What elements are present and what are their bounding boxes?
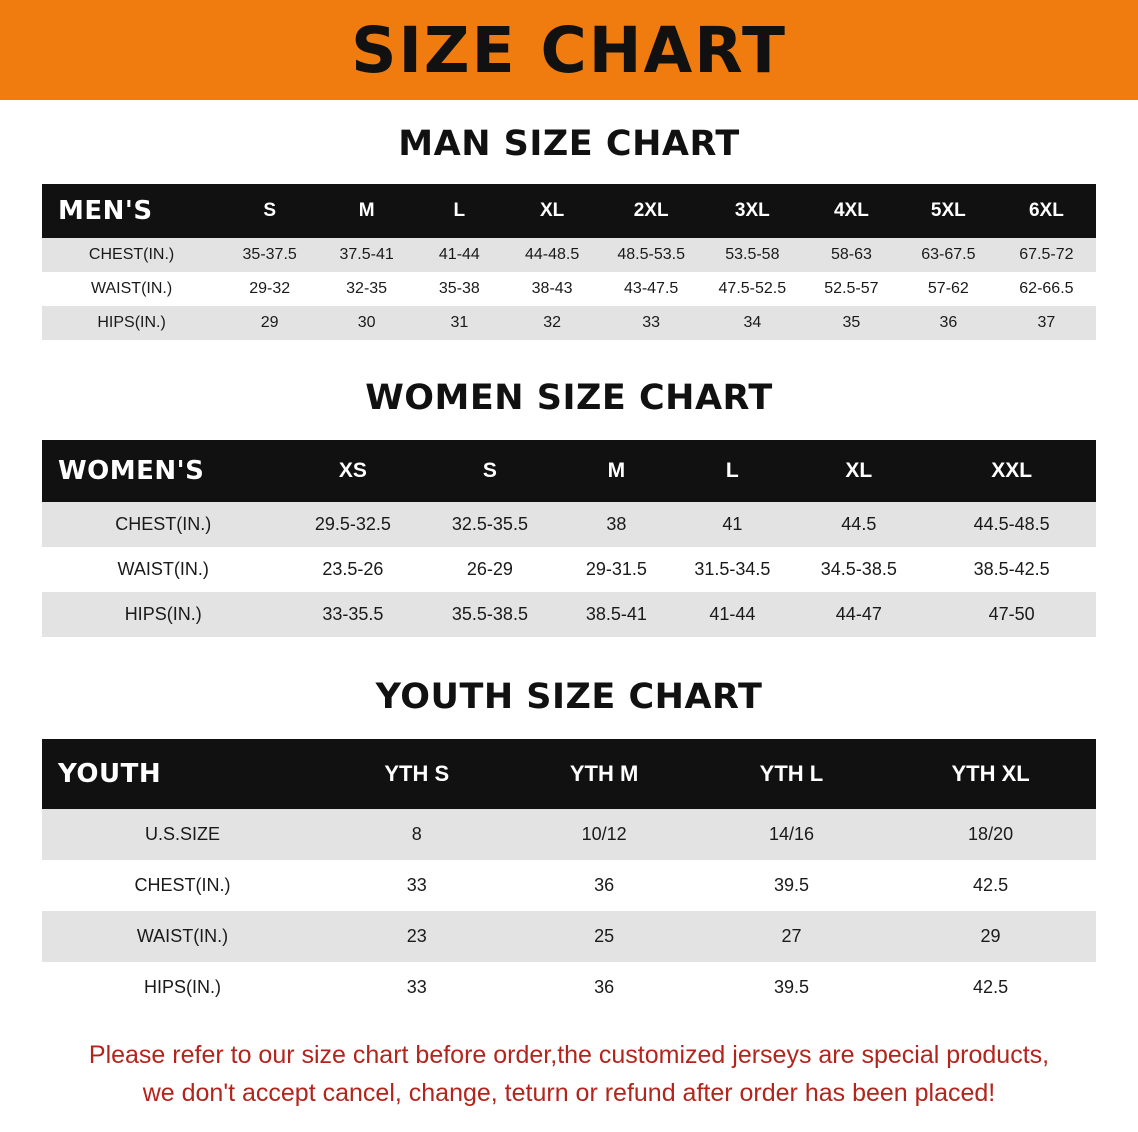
table-header-row: [42, 739, 1096, 809]
table-row: [42, 911, 1096, 962]
row-label: WAIST(IN.): [91, 280, 173, 297]
col-header-xl: XL: [539, 200, 565, 221]
table-header-row: [42, 440, 1096, 502]
cell: 36: [594, 875, 615, 895]
cell: 34: [743, 314, 762, 331]
col-header-xxl: XXL: [991, 459, 1033, 482]
cell: 38.5-42.5: [973, 559, 1050, 579]
table-header-row: [42, 184, 1096, 238]
table-row: [42, 547, 1096, 592]
cell: 33: [642, 314, 661, 331]
col-header-label: WOMEN'S: [58, 456, 205, 486]
row-label: WAIST(IN.): [136, 926, 229, 946]
col-header-xl: XL: [845, 459, 873, 482]
cell: 35.5-38.5: [451, 604, 528, 624]
col-header-label: MEN'S: [58, 196, 153, 226]
table-row: [42, 502, 1096, 547]
cell: 38: [606, 514, 627, 534]
youth-table-wrap: [0, 739, 1138, 1013]
cell: 34.5-38.5: [820, 559, 897, 579]
cell: 18/20: [968, 824, 1014, 844]
man-size-table: [42, 184, 1096, 340]
row-label: HIPS(IN.): [124, 604, 202, 624]
cell: 58-63: [830, 246, 872, 263]
col-header-label: YOUTH: [58, 759, 162, 789]
women-size-table: [42, 440, 1096, 637]
cell: 14/16: [768, 824, 814, 844]
cell: 39.5: [773, 977, 809, 997]
cell: 29: [260, 314, 279, 331]
cell: 32: [543, 314, 561, 331]
man-table-wrap: [0, 184, 1138, 340]
cell: 32-35: [346, 280, 388, 297]
table-row: [42, 809, 1096, 860]
cell: 35-37.5: [242, 246, 297, 263]
col-header-l: L: [453, 200, 466, 221]
cell: 47-50: [988, 604, 1035, 624]
cell: 29.5-32.5: [314, 514, 391, 534]
cell: 37.5-41: [339, 246, 394, 263]
page-title: SIZE CHART: [351, 13, 787, 87]
col-header-2xl: 2XL: [633, 200, 669, 221]
col-header-yth-s: YTH S: [384, 761, 450, 786]
col-header-4xl: 4XL: [833, 200, 869, 221]
row-label: CHEST(IN.): [88, 246, 175, 263]
cell: 23.5-26: [322, 559, 384, 579]
cell: 63-67.5: [921, 246, 976, 263]
cell: 10/12: [581, 824, 627, 844]
cell: 8: [411, 824, 422, 844]
cell: 47.5-52.5: [718, 280, 787, 297]
cell: 31.5-34.5: [694, 559, 771, 579]
cell: 35: [842, 314, 861, 331]
cell: 33: [406, 875, 427, 895]
cell: 29: [980, 926, 1001, 946]
cell: 27: [781, 926, 802, 946]
col-header-yth-m: YTH M: [569, 761, 639, 786]
col-header-m: M: [358, 200, 375, 221]
col-header-3xl: 3XL: [734, 200, 770, 221]
cell: 30: [357, 314, 376, 331]
cell: 29-31.5: [585, 559, 647, 579]
cell: 39.5: [773, 875, 809, 895]
col-header-yth-xl: YTH XL: [951, 761, 1030, 786]
cell: 42.5: [973, 875, 1009, 895]
cell: 62-66.5: [1019, 280, 1074, 297]
cell: 35-38: [438, 280, 480, 297]
cell: 57-62: [927, 280, 969, 297]
cell: 31: [450, 314, 469, 331]
cell: 42.5: [973, 977, 1009, 997]
cell: 36: [939, 314, 958, 331]
man-section-title: MAN SIZE CHART: [398, 124, 740, 164]
disclaimer-line-2: we don't accept cancel, change, teturn or refund after order has been placed!: [142, 1078, 996, 1107]
cell: 44.5-48.5: [973, 514, 1050, 534]
col-header-yth-l: YTH L: [759, 761, 824, 786]
cell: 44.5: [841, 514, 877, 534]
col-header-s: S: [263, 200, 276, 221]
cell: 29-32: [249, 280, 291, 297]
cell: 38-43: [531, 280, 573, 297]
cell: 41-44: [438, 246, 480, 263]
cell: 37: [1037, 314, 1056, 331]
col-header-6xl: 6XL: [1028, 200, 1064, 221]
cell: 33: [406, 977, 427, 997]
cell: 53.5-58: [725, 246, 780, 263]
col-header-m: M: [607, 459, 626, 482]
cell: 44-47: [835, 604, 882, 624]
page-banner: [0, 0, 1138, 100]
row-label: HIPS(IN.): [144, 977, 222, 997]
cell: 26-29: [466, 559, 513, 579]
table-row: [42, 272, 1096, 306]
row-label: HIPS(IN.): [97, 314, 166, 331]
cell: 44-48.5: [524, 246, 580, 263]
cell: 52.5-57: [824, 280, 879, 297]
col-header-l: L: [725, 459, 739, 482]
cell: 36: [594, 977, 615, 997]
cell: 48.5-53.5: [617, 246, 685, 263]
table-row: [42, 860, 1096, 911]
table-row: [42, 238, 1096, 272]
cell: 23: [406, 926, 427, 946]
women-table-wrap: [0, 440, 1138, 637]
youth-size-table: [42, 739, 1096, 1013]
cell: 41-44: [709, 604, 756, 624]
row-label: CHEST(IN.): [115, 514, 212, 534]
cell: 41: [722, 514, 743, 534]
cell: 38.5-41: [585, 604, 647, 624]
row-label: WAIST(IN.): [117, 559, 209, 579]
cell: 25: [594, 926, 615, 946]
cell: 43-47.5: [624, 280, 679, 297]
table-row: [42, 592, 1096, 637]
row-label: U.S.SIZE: [145, 824, 221, 844]
disclaimer-note: [40, 1037, 1098, 1112]
col-header-s: S: [482, 459, 497, 482]
table-row: [42, 962, 1096, 1013]
youth-section-title: YOUTH SIZE CHART: [375, 677, 763, 717]
cell: 33-35.5: [322, 604, 384, 624]
cell: 32.5-35.5: [451, 514, 528, 534]
disclaimer-line-1: Please refer to our size chart before order,the customized jerseys are special products,: [88, 1041, 1050, 1069]
row-label: CHEST(IN.): [134, 875, 231, 895]
women-section-title: WOMEN SIZE CHART: [365, 378, 773, 418]
col-header-5xl: 5XL: [930, 200, 966, 221]
cell: 67.5-72: [1019, 246, 1074, 263]
col-header-xs: XS: [338, 459, 367, 482]
table-row: [42, 306, 1096, 340]
